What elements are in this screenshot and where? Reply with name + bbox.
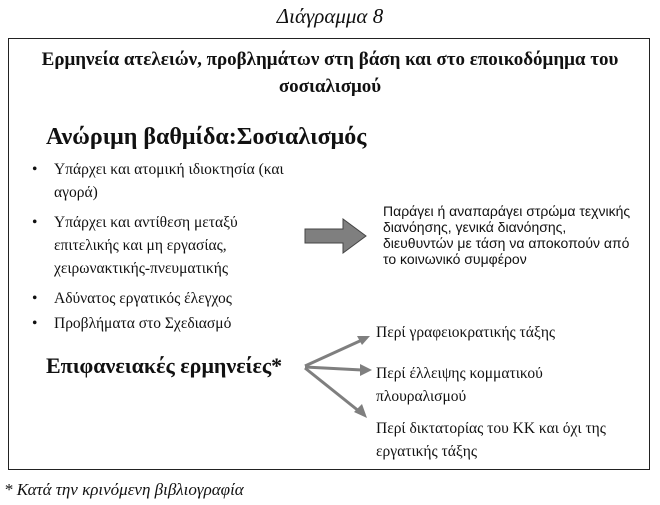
diagram-title: Διάγραμμα 8 bbox=[276, 4, 384, 28]
bullet-item: • Αδύνατος εργατικός έλεγχος bbox=[28, 287, 298, 310]
bullet-item: • Υπάρχει και ατομική ιδιοκτησία (και αγορά) bbox=[28, 158, 298, 204]
interpretation-item: Περί δικτατορίας του ΚΚ και όχι της εργατικής τάξης bbox=[376, 420, 606, 460]
base-title: Ανώριμη βαθμίδα:Σοσιαλισμός bbox=[46, 124, 367, 150]
bullet-item: • Υπάρχει και αντίθεση μεταξύ επιτελικής και μη εργασίας, χειρωνακτικής-πνευματικής bbox=[28, 211, 298, 280]
interpretation-item: Περί γραφειοκρατικής τάξης bbox=[376, 324, 556, 341]
surface-title: Επιφανειακές ερμηνείες* bbox=[46, 353, 283, 378]
block-arrow-icon bbox=[305, 219, 366, 253]
interpretation-item: Περί έλλειψης κομματικού πλουραλισμού bbox=[376, 365, 543, 405]
footnote: * Κατά την κρινόμενη βιβλιογραφία bbox=[4, 480, 244, 499]
bullet-item: • Προβλήματα στο Σχεδιασμό bbox=[28, 312, 298, 335]
diagram-heading: Ερμηνεία ατελειών, προβλημάτων στη βάση και στο εποικοδόμημα του σοσιαλισμού bbox=[41, 49, 619, 97]
branch-arrows bbox=[305, 336, 372, 418]
effect-text: Παράγει ή αναπαράγει στρώμα τεχνικής διανόησης, γενικά διανόησης, διευθυντών με τάση να αποκοπούν από το κοινωνικό συμφέρον bbox=[383, 203, 631, 267]
